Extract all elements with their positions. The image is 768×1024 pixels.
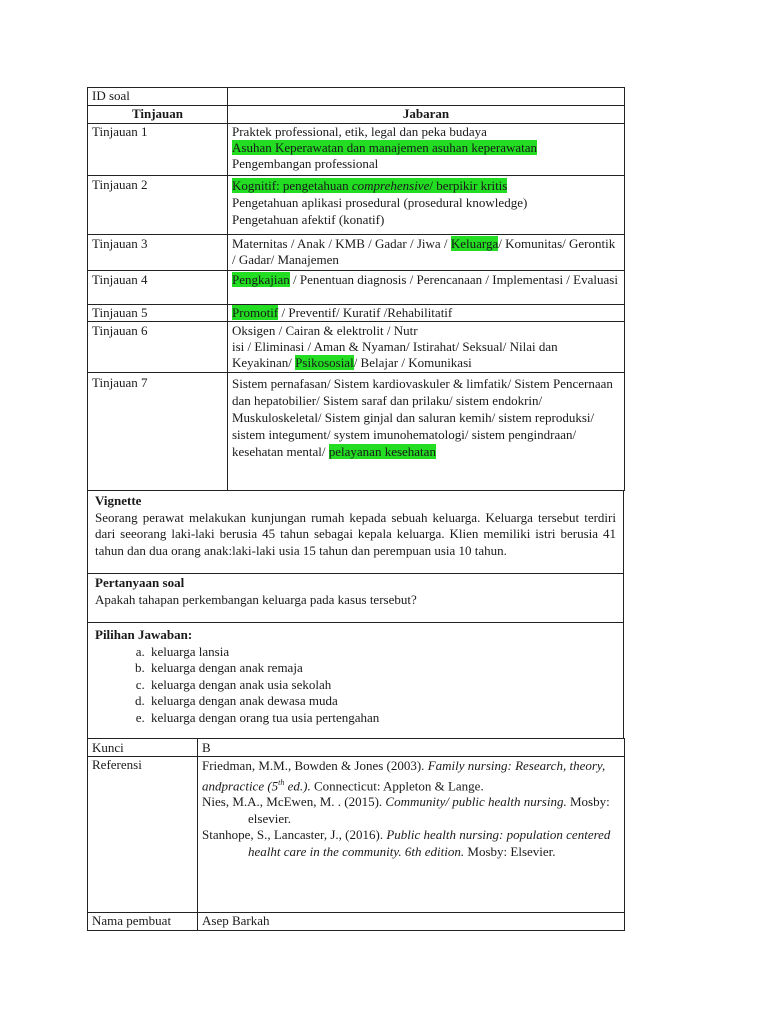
referensi-item-3: Stanhope, S., Lancaster, J., (2016). Public health nursing: population centered healht care in the community. 6th edition. Mosby: Elsevier. [202,827,611,859]
pilihan-option-c: c. keluarga dengan anak usia sekolah [148,677,616,694]
header-jabaran: Jabaran [228,106,625,124]
referensi-label: Referensi [88,757,198,913]
pilihan-option-d: d. keluarga dengan anak dewasa muda [148,693,616,710]
pilihan-block [87,623,624,739]
pilihan-list [95,644,616,727]
tinjauan-3-highlight: Keluarga [450,236,499,251]
tinjauan-2-content [228,176,625,235]
tinjauan-7-highlight: pelayanan kesehatan [328,444,436,459]
pilihan-title: Pilihan Jawaban: [95,627,193,642]
question-document [87,87,624,931]
tinjauan-1-content [228,124,625,176]
kunci-value: B [198,738,625,757]
tinjauan-3-label: Tinjauan 3 [88,235,228,271]
vignette-title: Vignette [95,493,142,508]
tinjauan-5-content: Promotif / Preventif/ Kuratif /Rehabilitatif [228,305,625,322]
tinjauan-2-line-2: Pengetahuan aplikasi prosedural (prosedural knowledge) [232,195,528,210]
referensi-item-1: Friedman, M.M., Bowden & Jones (2003). Family nursing: Research, theory, andpractice (5th ed.). Connecticut: Appleton & Lange. [202,758,606,794]
tinjauan-5-label: Tinjauan 5 [88,305,228,322]
pembuat-value: Asep Barkah [198,913,625,931]
tinjauan-5-highlight: Promotif [232,305,279,320]
tinjauan-2-highlight: Kognitif: pengetahuan comprehensive/ berpikir kritis [232,178,508,193]
tinjauan-4-highlight: Pengkajian [232,272,290,287]
tinjauan-4-content: Pengkajian / Penentuan diagnosis / Perencanaan / Implementasi / Evaluasi [228,271,625,305]
tinjauan-2-label: Tinjauan 2 [88,176,228,235]
id-soal-label: ID soal [88,88,228,106]
header-tinjauan: Tinjauan [88,106,228,124]
tinjauan-7-label: Tinjauan 7 [88,373,228,491]
tinjauan-1-line-2: Asuhan Keperawatan dan manajemen asuhan keperawatan [232,140,537,155]
kunci-referensi-table [87,738,625,931]
pertanyaan-block [87,574,624,623]
pembuat-label: Nama pembuat [88,913,198,931]
vignette-block [87,491,624,574]
tinjauan-1-line-3: Pengembangan professional [232,156,379,171]
id-soal-value [228,88,625,106]
tinjauan-2-line-3: Pengetahuan afektif (konatif) [232,212,385,227]
kunci-label: Kunci [88,738,198,757]
tinjauan-3-content: Maternitas / Anak / KMB / Gadar / Jiwa / Keluarga/ Komunitas/ Gerontik / Gadar/ Manajemen [228,235,625,271]
tinjauan-7-content: Sistem pernafasan/ Sistem kardiovaskuler & limfatik/ Sistem Pencernaan dan hepatobilier/ Sistem saraf dan prilaku/ sistem endokrin/ Muskuloskeletal/ Sistem ginjal dan saluran kemih/ sistem reproduksi/ sistem integument/ system imunohematologi/ sistem pengindraan/ kesehatan mental/ pelayanan kesehatan [228,373,625,491]
pilihan-option-a: a. keluarga lansia [148,644,616,661]
pilihan-option-b: b. keluarga dengan anak remaja [148,660,616,677]
tinjauan-table [87,87,625,491]
tinjauan-4-label: Tinjauan 4 [88,271,228,305]
tinjauan-1-label: Tinjauan 1 [88,124,228,176]
tinjauan-6-label: Tinjauan 6 [88,322,228,373]
referensi-content [198,757,625,913]
pertanyaan-title: Pertanyaan soal [95,575,185,590]
pilihan-option-e: e. keluarga dengan orang tua usia pertengahan [148,710,616,727]
tinjauan-6-highlight: Psikososial [295,355,354,370]
pertanyaan-text: Apakah tahapan perkembangan keluarga pada kasus tersebut? [95,591,417,607]
tinjauan-6-content: Oksigen / Cairan & elektrolit / Nutr isi / Eliminasi / Aman & Nyaman/ Istirahat/ Seksual/ Nilai dan Keyakinan/ Psikososial/ Belajar / Komunikasi [228,322,625,373]
referensi-item-2: Nies, M.A., McEwen, M. . (2015). Community/ public health nursing. Mosby: elsevier. [202,794,610,826]
vignette-text: Seorang perawat melakukan kunjungan rumah kepada sebuah keluarga. Keluarga tersebut terdiri dari seeorang laki-laki berusia 45 tahun sebagai kepala keluarga. Klien memiliki istri berusia 41 tahun dan dua orang anak:laki-laki usia 15 tahun dan perempuan usia 10 tahun. [95,509,616,558]
tinjauan-1-line-1: Praktek professional, etik, legal dan peka budaya [232,124,487,139]
